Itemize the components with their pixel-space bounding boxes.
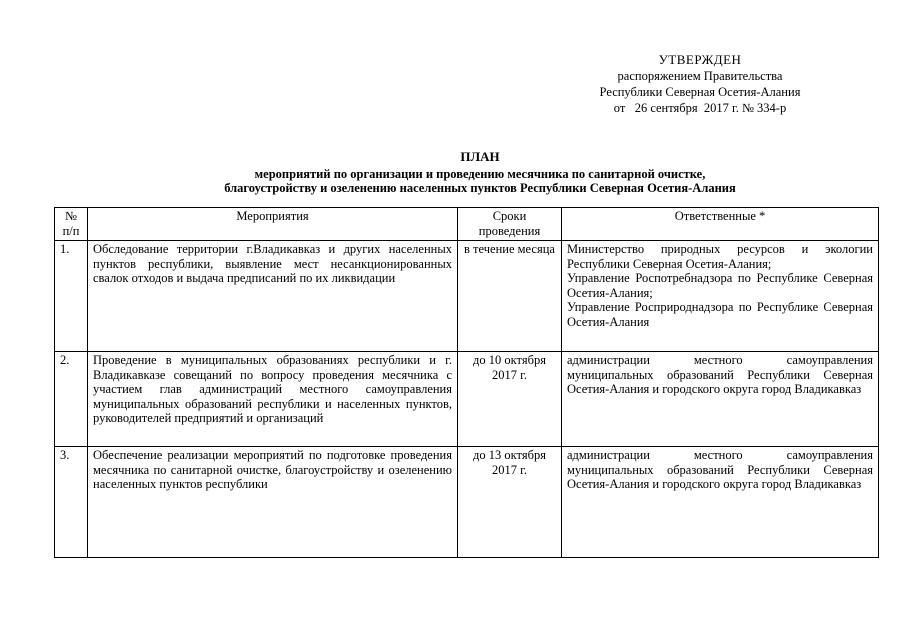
row-responsible	[562, 241, 879, 352]
row-number: 2.	[55, 352, 88, 447]
row-activity: Обеспечение реализации мероприятий по подготовке проведения месячника по санитарной очистке, благоустройству и озеленению населенных пунктов республики	[88, 447, 458, 558]
table-row	[55, 241, 879, 352]
plan-heading	[100, 150, 860, 195]
row-responsible	[562, 447, 879, 558]
approval-stamp	[560, 52, 840, 116]
row-number: 1.	[55, 241, 88, 352]
header-activity: Мероприятия	[88, 208, 458, 241]
table-header-row	[55, 208, 879, 241]
responsible-entry: Управление Росприроднадзора по Республике Северная Осетия-Алания	[567, 300, 873, 329]
plan-table	[54, 207, 879, 558]
row-number: 3.	[55, 447, 88, 558]
row-activity: Обследование территории г.Владикавказ и других населенных пунктов республики, выявление мест несанкционированных свалок отходов и выдача предписаний по их ликвидации	[88, 241, 458, 352]
table-row	[55, 352, 879, 447]
header-responsible: Ответственные *	[562, 208, 879, 241]
approval-line-1: распоряжением Правительства	[617, 69, 783, 83]
approval-line-3: от 26 сентября 2017 г. № 334-р	[613, 101, 787, 115]
row-term: до 13 октября 2017 г.	[458, 447, 562, 558]
plan-title: ПЛАН	[460, 149, 500, 164]
responsible-entry: администрации местного самоуправления муниципальных образований Республики Северная Осетия-Алания и городского округа город Владикавказ	[567, 448, 873, 491]
approval-title: УТВЕРЖДЕН	[658, 52, 742, 67]
responsible-entry: администрации местного самоуправления муниципальных образований Республики Северная Осетия-Алания и городского округа город Владикавказ	[567, 353, 873, 396]
responsible-entry: Министерство природных ресурсов и экологии Республики Северная Осетия-Алания;	[567, 242, 873, 271]
row-term: до 10 октября 2017 г.	[458, 352, 562, 447]
header-term: Сроки проведения	[458, 208, 562, 241]
approval-line-2: Республики Северная Осетия-Алания	[599, 85, 801, 99]
plan-subtitle-line-2: благоустройству и озеленению населенных пунктов Республики Северная Осетия-Алания	[224, 181, 736, 195]
row-responsible	[562, 352, 879, 447]
plan-subtitle-line-1: мероприятий по организации и проведению месячника по санитарной очистке,	[254, 167, 706, 181]
header-num: № п/п	[55, 208, 88, 241]
row-term: в течение месяца	[458, 241, 562, 352]
table-row	[55, 447, 879, 558]
responsible-entry: Управление Роспотребнадзора по Республике Северная Осетия-Алания;	[567, 271, 873, 300]
row-activity: Проведение в муниципальных образованиях республики и г. Владикавказе совещаний по вопросу проведения месячника с участием глав администраций местного самоуправления муниципальных образований республики и населенных пунктов, руководителей предприятий и организаций	[88, 352, 458, 447]
